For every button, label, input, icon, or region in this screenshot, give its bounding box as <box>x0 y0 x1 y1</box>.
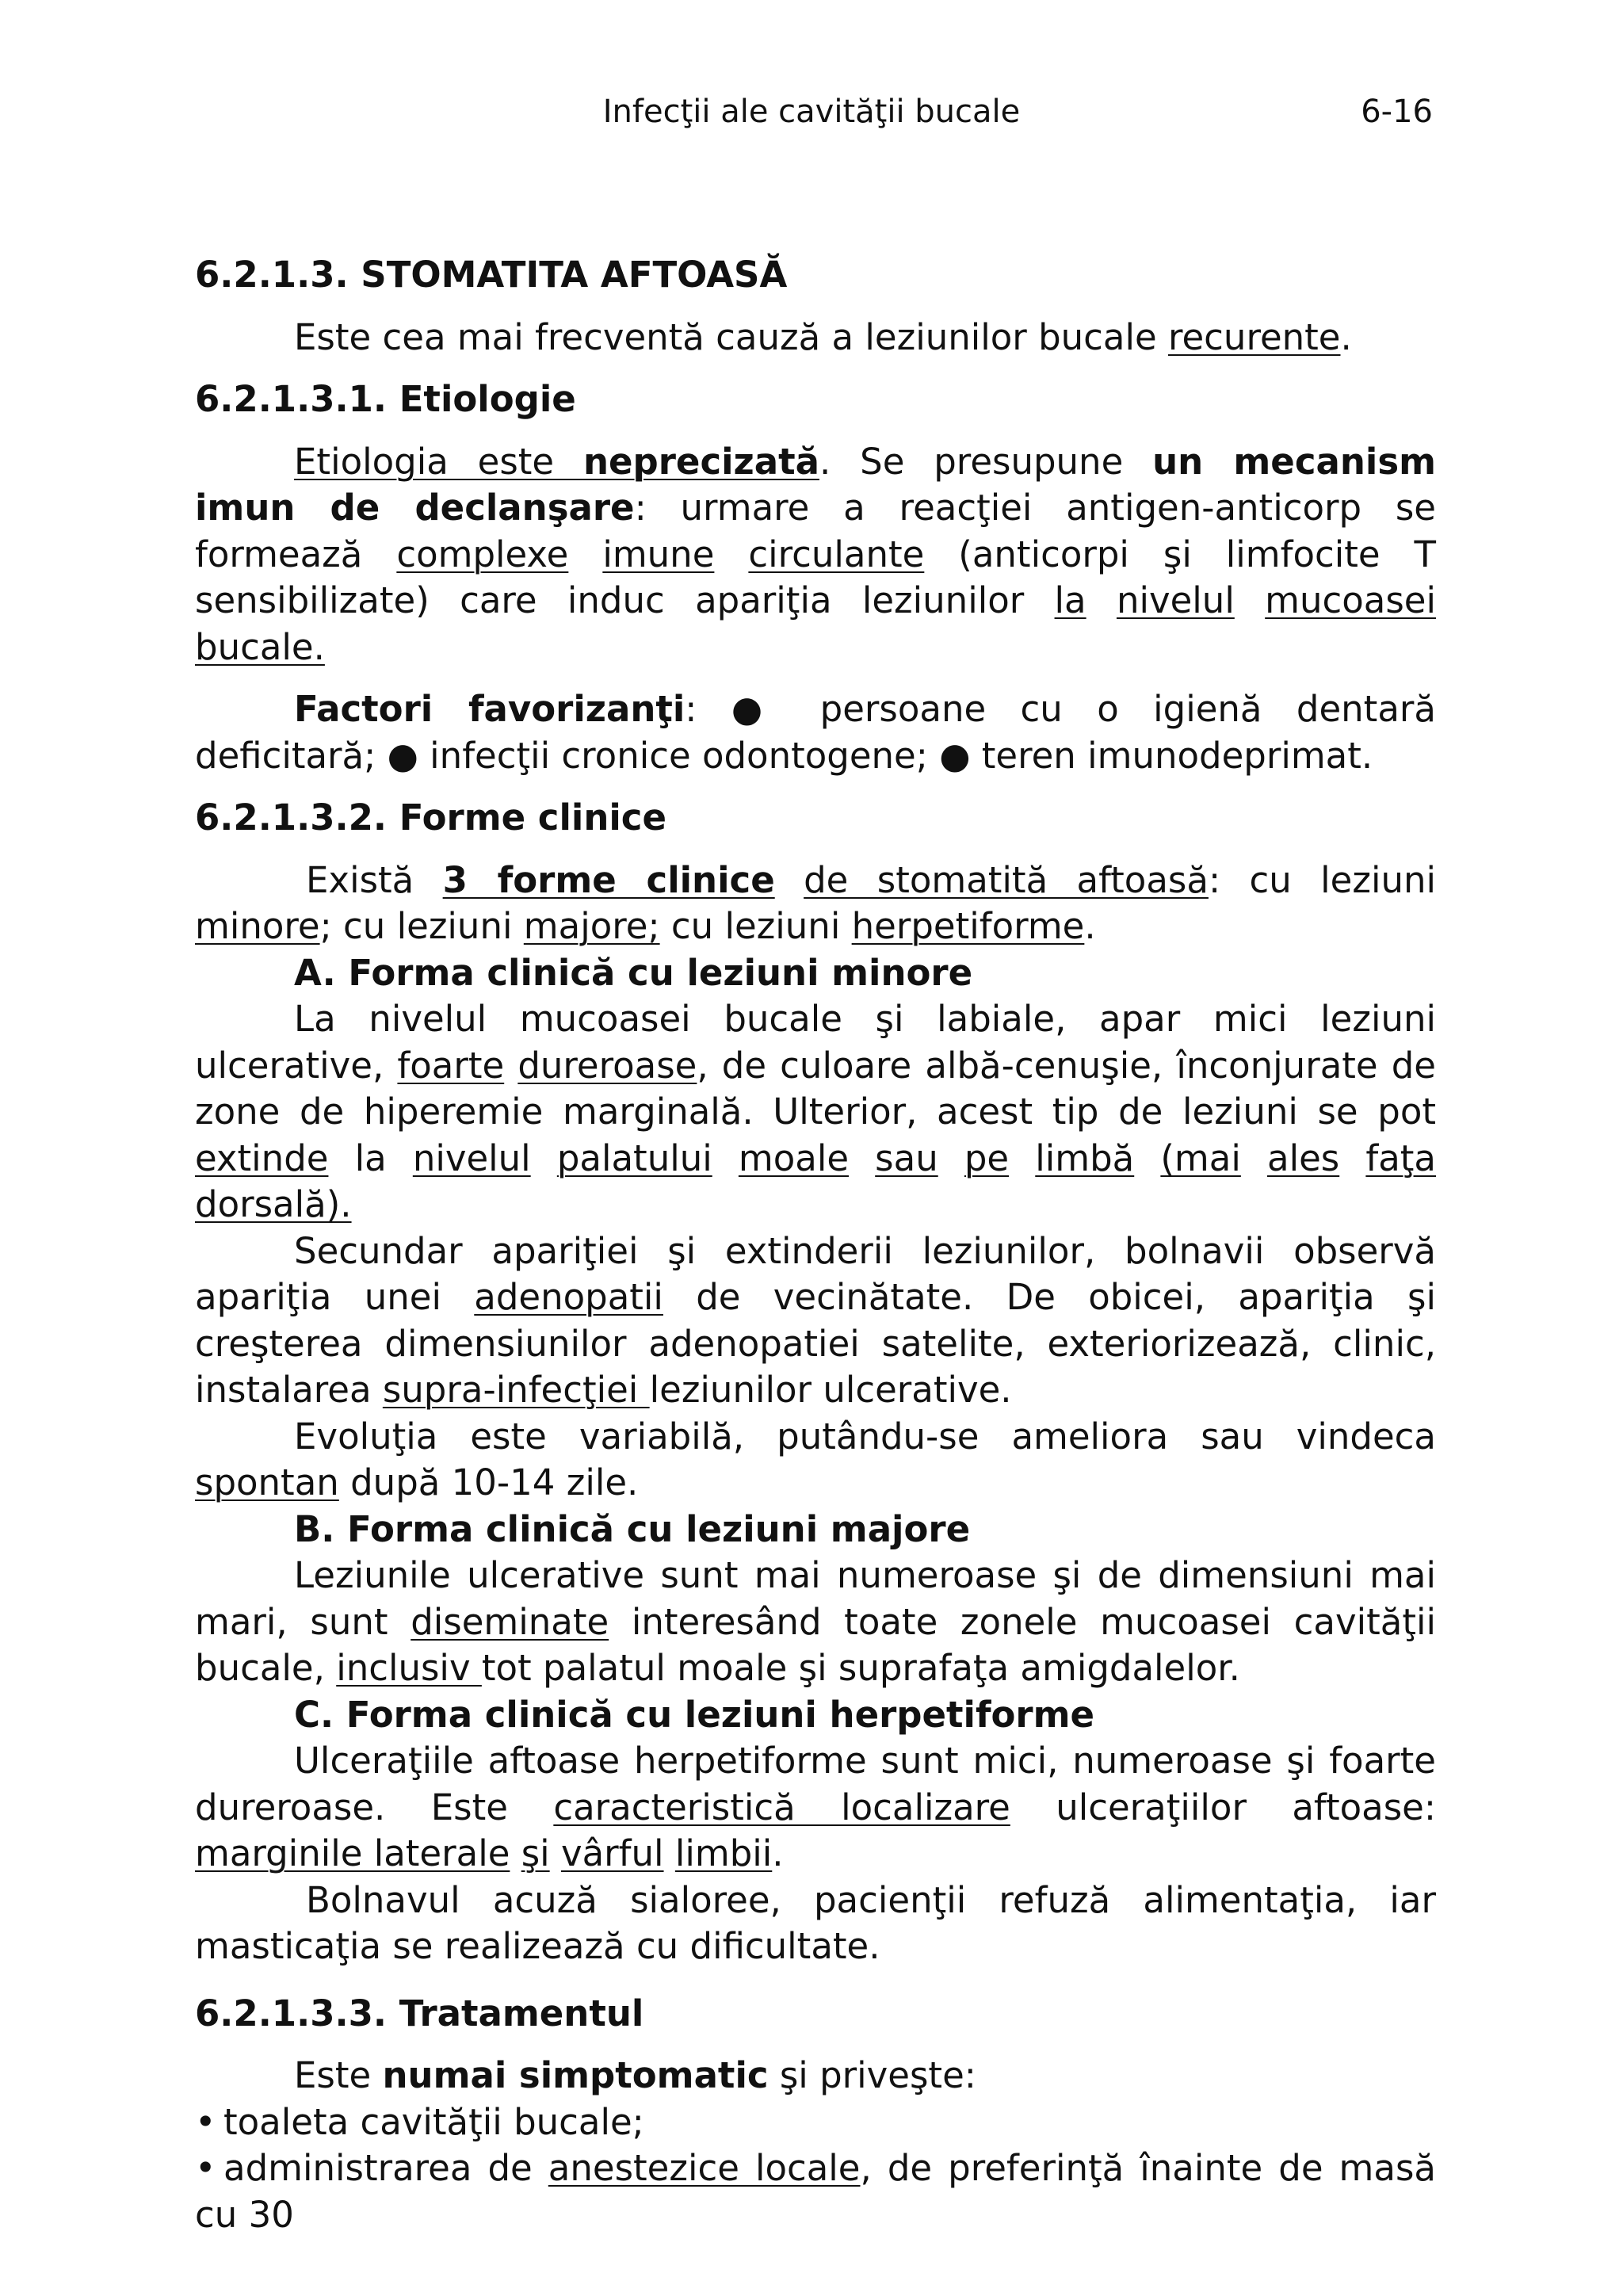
running-title: Infecţii ale cavităţii bucale <box>602 94 1021 130</box>
form-c-title: C. Forma clinică cu leziuni herpetiforme <box>294 1693 1095 1736</box>
section-intro: Este cea mai frecventă cauză a leziunilor bucale recurente. <box>294 315 1352 358</box>
form-a-paragraph-1: La nivelul mucoasei bucale şi labiale, apar mici leziuni ulcerative, foarte dureroase, de culoare albă-cenuşie, înconjurate de zone de hiperemie marginală. Ulterior, acest tip de leziuni se pot extinde la nivelul palatului moale sau pe limbă (mai ales faţa dorsală). <box>195 998 1436 1225</box>
bullet-icon: • <box>195 2147 216 2189</box>
clinical-forms-intro: Există 3 forme clinice de stomatită aftoasă: cu leziuni minore; cu leziuni majore; cu leziuni herpetiforme. <box>195 858 1436 947</box>
form-c-paragraph-1: Ulceraţiile aftoase herpetiforme sunt mici, numeroase şi foarte dureroase. Este caracteristică localizare ulceraţiilor aftoase: marginile laterale şi vârful limbii. <box>195 1740 1436 1874</box>
etiology-paragraph: Etiologia este neprecizată. Se presupune un mecanism imun de declanşare: urmare a reacţiei antigen-anticorp se formează complexe imune circulante (anticorpi şi limfocite T sensibilizate) care induc apariţia leziunilor la nivelul mucoasei bucale. <box>195 440 1437 668</box>
treatment-item-2: • administrarea de anestezice locale, de preferinţă înainte de masă cu 30 <box>195 2147 1436 2236</box>
form-a-paragraph-3: Evoluţia este variabilă, putându-se ameliora sau vindeca spontan după 10-14 zile. <box>195 1415 1436 1503</box>
bullet-icon: • <box>195 2100 216 2143</box>
treatment-item-1: • toaleta cavităţii bucale; <box>195 2099 1436 2146</box>
section-title: 6.2.1.3. STOMATITA AFTOASĂ <box>195 254 788 296</box>
form-c-paragraph-2: Bolnavul acuză sialoree, pacienţii refuză alimentaţia, iar masticaţia se realizează cu dificultate. <box>195 1878 1436 1967</box>
form-a-title: A. Forma clinică cu leziuni minore <box>294 951 973 994</box>
page-number: 6-16 <box>1361 94 1433 130</box>
form-b-paragraph: Leziunile ulcerative sunt mai numeroase şi de dimensiuni mai mari, sunt diseminate interesând toate zonele mucoasei cavităţii bucale, inclusiv tot palatul moale şi suprafaţa amigdalelor. <box>195 1554 1436 1689</box>
clinical-forms-heading: 6.2.1.3.2. Forme clinice <box>195 797 666 839</box>
form-a-paragraph-2: Secundar apariţiei şi extinderii leziunilor, bolnavii observă apariţia unei adenopatii de vecinătate. De obicei, apariţia şi creşterea dimensiunilor adenopatiei satelite, exteriorizează, clinic, instalarea supra-infecţiei leziunilor ulcerative. <box>195 1229 1436 1411</box>
treatment-intro: Este numai simptomatic şi priveşte: <box>294 2054 976 2096</box>
risk-factors-paragraph: Factori favorizanţi: ● persoane cu o igienă dentară deficitară; ● infecţii cronice odontogene; ● teren imunodeprimat. <box>195 688 1436 777</box>
page-header <box>0 94 1623 141</box>
form-b-title: B. Forma clinică cu leziuni majore <box>294 1507 971 1550</box>
etiology-heading: 6.2.1.3.1. Etiologie <box>195 378 576 420</box>
treatment-heading: 6.2.1.3.3. Tratamentul <box>195 1992 644 2034</box>
page-content <box>195 252 1436 2238</box>
